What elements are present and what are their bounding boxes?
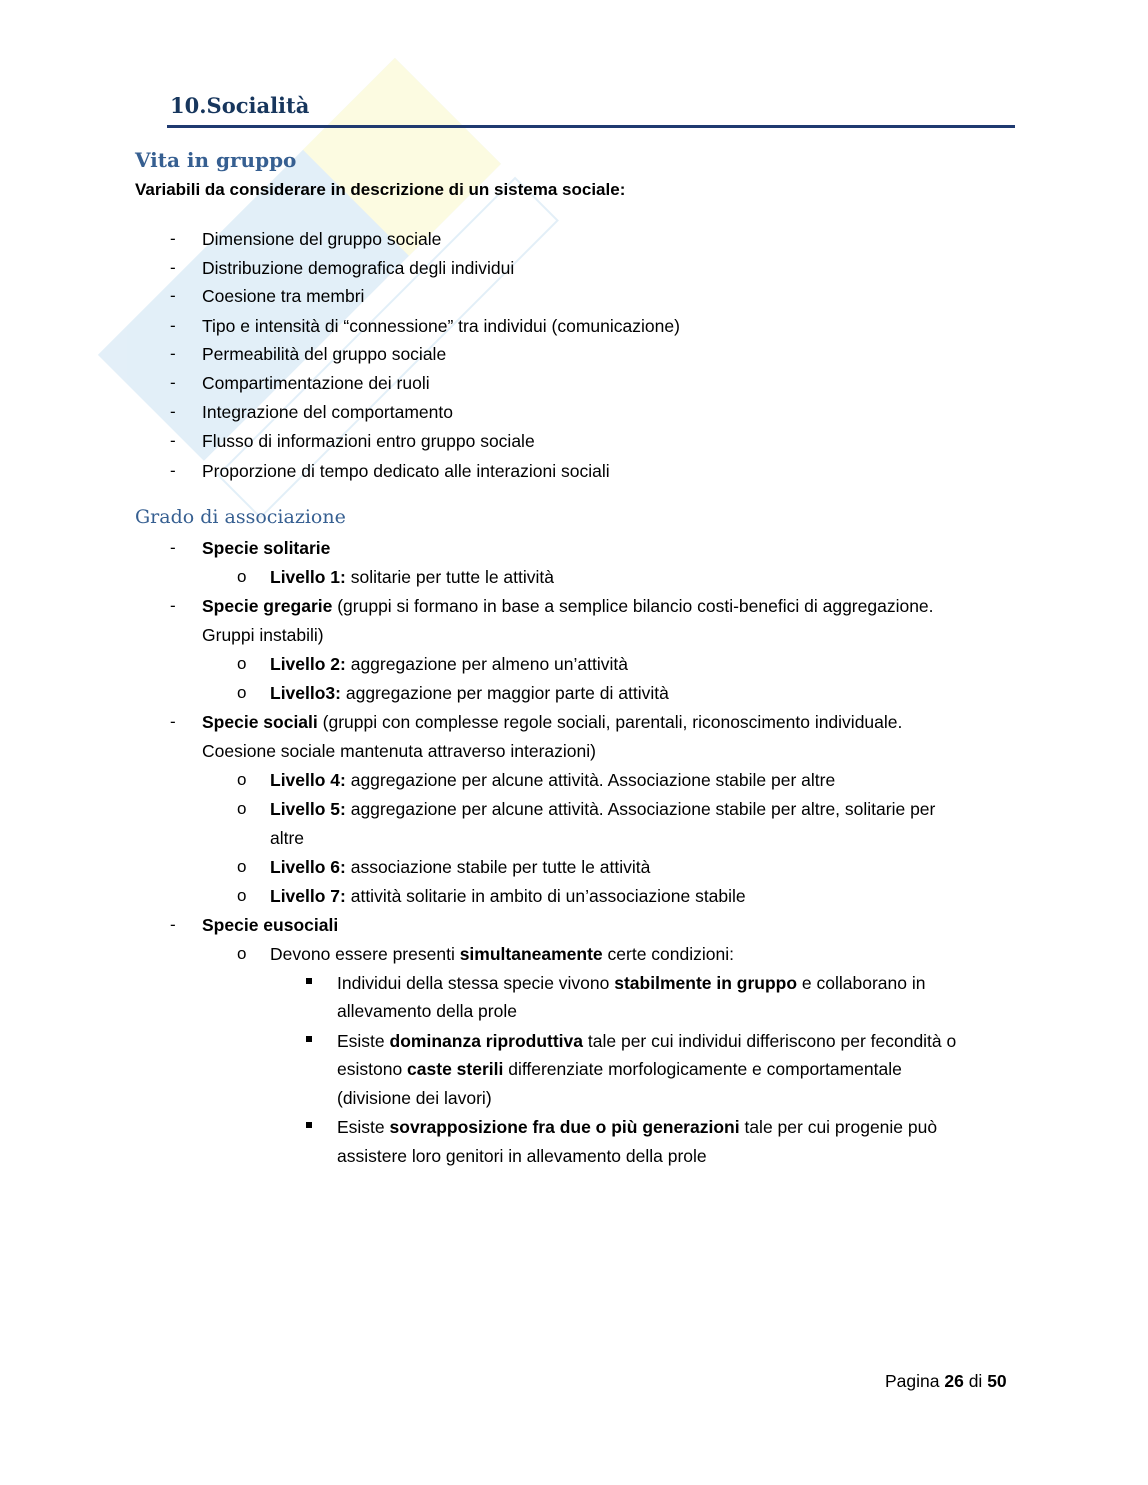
text-run-bold: caste sterili <box>407 1059 504 1079</box>
level-5 <box>270 798 935 820</box>
list-item: Compartimentazione dei ruoli <box>202 373 430 393</box>
level-5-continued: altre <box>270 828 305 848</box>
level-4 <box>270 769 835 791</box>
condition-2-continued: (divisione dei lavori) <box>337 1088 492 1108</box>
list-item: Tipo e intensità di “connessione” tra individui (comunicazione) <box>202 316 680 336</box>
level-label: Livello 2: <box>270 654 346 674</box>
level-7 <box>270 885 746 907</box>
level-label: Livello 5: <box>270 799 346 819</box>
level-6 <box>270 856 650 878</box>
text-run: Devono essere presenti <box>270 944 460 964</box>
species-gregarie <box>202 595 934 617</box>
level-text: solitarie per tutte le attività <box>345 567 555 587</box>
level-label: Livello 6: <box>270 857 346 877</box>
list-dash: - <box>170 373 176 392</box>
condition-3-continued: assistere loro genitori in allevamento della prole <box>337 1146 707 1166</box>
level-label: Livello 4: <box>270 770 346 790</box>
species-desc-continued: Gruppi instabili) <box>202 625 324 645</box>
list-dash: - <box>170 712 176 731</box>
condition-1-continued: allevamento della prole <box>337 1001 517 1021</box>
list-item: Integrazione del comportamento <box>202 402 453 422</box>
level-text: attività solitarie in ambito di un’associazione stabile <box>345 886 746 906</box>
list-dash: - <box>170 286 176 305</box>
list-dash: - <box>170 229 176 248</box>
section-subtitle: Variabili da considerare in descrizione di un sistema sociale: <box>135 180 626 199</box>
species-solitarie <box>202 537 330 559</box>
level-2 <box>270 653 628 675</box>
list-dash: - <box>170 461 176 480</box>
species-title: Specie gregarie <box>202 596 333 616</box>
chapter-rule <box>167 125 1015 128</box>
list-dash: - <box>170 915 176 934</box>
list-dash: - <box>170 538 176 557</box>
page-total: 50 <box>987 1371 1007 1391</box>
square-bullet-icon <box>306 978 312 984</box>
page-number: 26 <box>944 1371 964 1391</box>
section-heading-grado-di-associazione: Grado di associazione <box>135 506 346 528</box>
list-item: Distribuzione demografica degli individui <box>202 258 515 278</box>
list-dash: - <box>170 402 176 421</box>
list-item: Proporzione di tempo dedicato alle interazioni sociali <box>202 461 610 481</box>
condition-1 <box>337 972 925 994</box>
species-desc-continued: Coesione sociale mantenuta attraverso interazioni) <box>202 741 596 761</box>
list-circle: o <box>237 683 247 702</box>
level-label: Livello 1: <box>270 567 346 587</box>
text-run-bold: sovrapposizione fra due o più generazioni <box>389 1117 740 1137</box>
list-circle: o <box>237 944 247 963</box>
species-desc: (gruppi con complesse regole sociali, parentali, riconoscimento individuale. <box>317 712 903 732</box>
species-desc: (gruppi si formano in base a semplice bilancio costi-benefici di aggregazione. <box>332 596 934 616</box>
level-text: aggregazione per alcune attività. Associazione stabile per altre <box>345 770 836 790</box>
level-text: aggregazione per maggior parte di attività <box>341 683 669 703</box>
level-label: Livello 7: <box>270 886 346 906</box>
footer-prefix: Pagina <box>885 1371 945 1391</box>
species-title: Specie eusociali <box>202 915 339 935</box>
list-circle: o <box>237 857 247 876</box>
text-run: differenziate morfologicamente e comportamentale <box>503 1059 902 1079</box>
list-dash: - <box>170 316 176 335</box>
level-text: aggregazione per almeno un’attività <box>345 654 628 674</box>
text-run: e collaborano in <box>797 973 926 993</box>
list-circle: o <box>237 654 247 673</box>
level-label: Livello3: <box>270 683 341 703</box>
list-circle: o <box>237 886 247 905</box>
condition-2 <box>337 1030 956 1052</box>
text-run-bold: stabilmente in gruppo <box>614 973 798 993</box>
condition-3 <box>337 1116 937 1138</box>
list-item: Coesione tra membri <box>202 286 365 306</box>
square-bullet-icon <box>306 1036 312 1042</box>
square-bullet-icon <box>306 1122 312 1128</box>
text-run: Esiste <box>337 1031 390 1051</box>
list-circle: o <box>237 799 247 818</box>
text-run: Esiste <box>337 1117 390 1137</box>
level-3 <box>270 682 669 704</box>
text-run: Individui della stessa specie vivono <box>337 973 615 993</box>
text-run: certe condizioni: <box>602 944 734 964</box>
list-circle: o <box>237 567 247 586</box>
list-item: Flusso di informazioni entro gruppo sociale <box>202 431 535 451</box>
species-title: Specie sociali <box>202 712 318 732</box>
text-run: tale per cui individui differiscono per fecondità o <box>583 1031 957 1051</box>
level-text: aggregazione per alcune attività. Associazione stabile per altre, solitarie per <box>345 799 936 819</box>
list-dash: - <box>170 258 176 277</box>
chapter-title: 10.Socialità <box>170 93 310 118</box>
text-run-bold: dominanza riproduttiva <box>389 1031 584 1051</box>
section-heading-vita-in-gruppo: Vita in gruppo <box>135 148 297 172</box>
level-text: associazione stabile per tutte le attività <box>345 857 651 877</box>
list-circle: o <box>237 770 247 789</box>
species-title: Specie solitarie <box>202 538 331 558</box>
text-run-bold: simultaneamente <box>459 944 603 964</box>
footer-mid: di <box>963 1371 988 1391</box>
list-item: Dimensione del gruppo sociale <box>202 229 442 249</box>
species-eusociali <box>202 914 338 936</box>
list-dash: - <box>170 431 176 450</box>
list-dash: - <box>170 596 176 615</box>
page-footer <box>885 1371 1007 1392</box>
eusocial-conditions <box>270 943 734 965</box>
species-sociali <box>202 711 902 733</box>
text-run: tale per cui progenie può <box>739 1117 938 1137</box>
level-1 <box>270 566 554 588</box>
condition-2-continued <box>337 1058 902 1080</box>
list-dash: - <box>170 344 176 363</box>
list-item: Permeabilità del gruppo sociale <box>202 344 447 364</box>
text-run: esistono <box>337 1059 408 1079</box>
